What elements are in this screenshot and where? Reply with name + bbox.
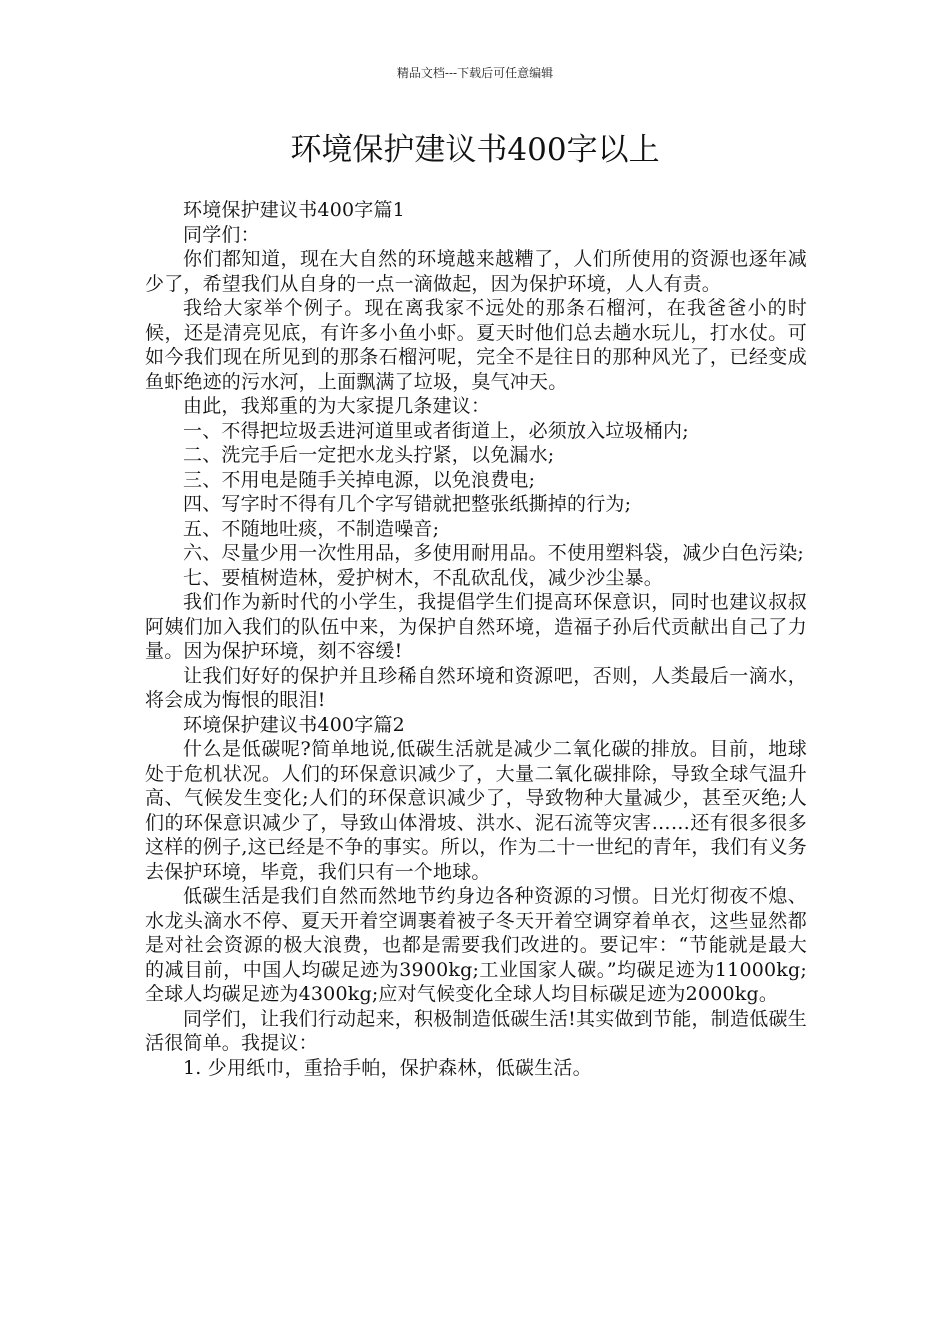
suggestion-item: 七、要植树造林，爱护树木，不乱砍乱伐，减少沙尘暴。 [183,566,664,589]
paragraph: 让我们好好的保护并且珍稀自然环境和资源吧，否则，人类最后一滴水，将会成为悔恨的眼泪! [145,664,807,711]
header-note: 精品文档---下载后可任意编辑 [396,66,554,80]
document-title: 环境保护建议书400字以上 [290,132,660,168]
suggestion-item: 四、写字时不得有几个字写错就把整张纸撕掉的行为; [183,493,632,515]
paragraph: 你们都知道，现在大自然的环境越来越糟了，人们所使用的资源也逐年减少了，希望我们从自身的一点一滴做起，因为保护环境，人人有责。 [145,248,807,295]
section-heading-1: 环境保护建议书400字篇1 [183,199,405,221]
document-body [145,198,807,1080]
suggestion-item: 五、不随地吐痰，不制造噪音; [183,517,440,540]
paragraph: 我们作为新时代的小学生，我提倡学生们提高环保意识，同时也建议叔叔阿姨们加入我们的队伍中来，为保护自然环境，造福子孙后代贡献出自己了力量。因为保护环境，刻不容缓! [145,591,807,662]
suggestion-item: 六、尽量少用一次性用品，多使用耐用品。不使用塑料袋，减少白色污染; [183,542,805,564]
paragraph: 什么是低碳呢?简单地说,低碳生活就是减少二氧化碳的排放。目前，地球处于危机状况。人们的环保意识减少了，大量二氧化碳排除，导致全球气温升高、气候发生变化;人们的环保意识减少了，导致物种大量减少，甚至灭绝;人们的环保意识减少了，导致山体滑坡、洪水、泥石流等灾害……还有很多很多这样的例子,这已经是不争的事实。所以，作为二十一世纪的青年，我们有义务去保护环境，毕竟，我们只有一个地球。 [145,738,807,883]
suggestion-item: 三、不用电是随手关掉电源，以免浪费电; [183,468,536,491]
salutation: 同学们： [183,223,260,246]
paragraph: 由此，我郑重的为大家提几条建议： [183,395,491,417]
suggestion-item: 1. 少用纸巾，重拾手帕，保护森林，低碳生活。 [183,1056,592,1079]
section-heading-2: 环境保护建议书400字篇2 [183,713,405,736]
paragraph: 低碳生活是我们自然而然地节约身边各种资源的习惯。日光灯彻夜不熄、水龙头滴水不停、夏天开着空调裹着被子冬天开着空调穿着单衣，这些显然都是对社会资源的极大浪费，也都是需要我们改进的。要记牢：“节能就是最大的减目前，中国人均碳足迹为3900kg;工业国家人碳。”均碳足迹为11000kg;全球人均碳足迹为4300kg;应对气候变化全球人均目标碳足迹为2000kg。 [145,885,807,1005]
suggestion-item: 二、洗完手后一定把水龙头拧紧，以免漏水; [183,444,555,466]
paragraph: 同学们，让我们行动起来，积极制造低碳生活!其实做到节能，制造低碳生活很简单。我提议： [145,1007,807,1054]
paragraph: 我给大家举个例子。现在离我家不远处的那条石榴河，在我爸爸小的时候，还是清亮见底，有许多小鱼小虾。夏天时他们总去趟水玩儿，打水仗。可如今我们现在所见到的那条石榴河呢，完全不是往日的那种风光了，已经变成鱼虾绝迹的污水河，上面飘满了垃圾，臭气冲天。 [145,297,807,393]
suggestion-item: 一、不得把垃圾丢进河道里或者街道上，必须放入垃圾桶内; [183,419,689,442]
